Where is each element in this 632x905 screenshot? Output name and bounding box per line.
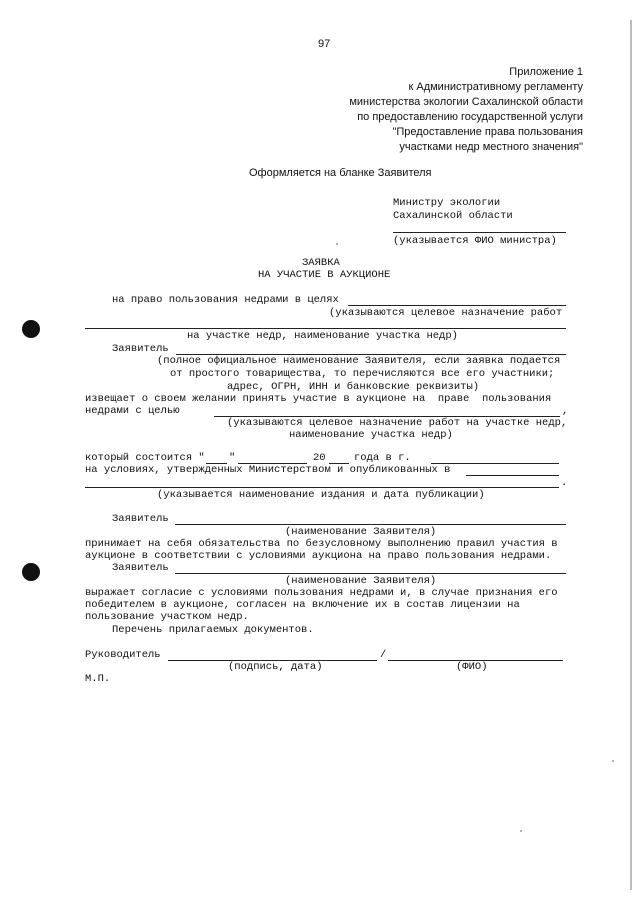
consent-text: победителем в аукционе, согласен на включение их в состав лицензии на bbox=[85, 599, 520, 611]
consent-text: выражает согласие с условиями пользования недрами и, в случае признания его bbox=[85, 587, 558, 599]
date-text: который состоится " bbox=[85, 452, 205, 464]
date-text: " bbox=[229, 452, 236, 464]
addressee-line: Сахалинской области bbox=[393, 210, 513, 222]
applicant-label: Заявитель bbox=[112, 343, 169, 355]
terms-fill-line-2 bbox=[85, 487, 559, 488]
applicant2-hint: (наименование Заявителя) bbox=[285, 526, 437, 538]
head-label: Руководитель bbox=[85, 649, 161, 661]
binder-hole-top bbox=[22, 320, 40, 338]
annex-line: министерства экологии Сахалинской области bbox=[349, 96, 583, 108]
obligation-text: принимает на себя обязательства по безусловному выполнению правил участия в bbox=[85, 538, 558, 550]
applicant-hint: от простого товарищества, то перечисляются все его участники; bbox=[170, 368, 555, 380]
purpose-fill-line bbox=[348, 305, 566, 306]
scan-speck bbox=[612, 760, 614, 762]
annex-line: по предоставлению государственной услуги bbox=[357, 111, 583, 123]
intent-hint: наименование участка недр) bbox=[289, 429, 453, 441]
applicant2-label: Заявитель bbox=[112, 513, 169, 525]
consent-text: пользование участком недр. bbox=[85, 611, 249, 623]
applicant3-label: Заявитель bbox=[112, 562, 169, 574]
intent-text: извещает о своем желании принять участие в аукционе на праве пользования bbox=[85, 393, 552, 405]
applicant-hint: (полное официальное наименование Заявителя, если заявка подается bbox=[157, 355, 561, 367]
applicant2-fill-line bbox=[175, 524, 566, 525]
terms-period: . bbox=[561, 477, 568, 489]
intent-hint: (указываются целевое назначение работ на участке недр, bbox=[227, 417, 568, 429]
purpose-label: на право пользования недрами в целях bbox=[112, 294, 339, 306]
addressee-line: Министру экологии bbox=[393, 197, 501, 209]
terms-hint: (указывается наименование издания и дата публикации) bbox=[157, 489, 485, 501]
stamp-label: М.П. bbox=[85, 673, 111, 685]
purpose-hint: на участке недр, наименование участка недр) bbox=[187, 330, 458, 342]
document-subtitle: НА УЧАСТИЕ В АУКЦИОНЕ bbox=[258, 269, 391, 281]
terms-fill-line bbox=[466, 475, 559, 476]
purpose-fill-line-2 bbox=[85, 328, 566, 329]
addressee-hint: (указывается ФИО министра) bbox=[393, 235, 557, 247]
signature-slash: / bbox=[380, 649, 387, 661]
fio-hint: (ФИО) bbox=[456, 661, 488, 673]
sign-hint: (подпись, дата) bbox=[228, 661, 323, 673]
intent-text: недрами с целью bbox=[85, 405, 180, 417]
applicant3-hint: (наименование Заявителя) bbox=[285, 575, 437, 587]
date-year: 20 bbox=[313, 452, 326, 464]
page-number: 97 bbox=[318, 38, 331, 50]
terms-text: на условиях, утвержденных Министерством и опубликованных в bbox=[85, 464, 451, 476]
annex-line: участками недр местного значения" bbox=[399, 141, 583, 153]
intent-comma: , bbox=[562, 405, 569, 417]
date-text: года в г. bbox=[354, 452, 411, 464]
annex-line: к Административному регламенту bbox=[408, 81, 583, 93]
applicant3-fill-line bbox=[175, 573, 566, 574]
annex-line: "Предоставление права пользования bbox=[392, 126, 583, 138]
docs-text: Перечень прилагаемых документов. bbox=[112, 624, 314, 636]
addressee-fill-line bbox=[393, 232, 566, 233]
document-title: ЗАЯВКА bbox=[302, 257, 340, 269]
binder-hole-bottom bbox=[22, 563, 40, 581]
obligation-text: аукционе в соответствии с условиями аукциона на право пользования недрами. bbox=[85, 550, 552, 562]
annex-line: Приложение 1 bbox=[509, 66, 583, 78]
blank-note: Оформляется на бланке Заявителя bbox=[249, 167, 432, 179]
applicant-hint: адрес, ОГРН, ИНН и банковские реквизиты) bbox=[227, 381, 480, 393]
scan-speck bbox=[336, 243, 338, 245]
purpose-hint: (указываются целевое назначение работ bbox=[329, 307, 563, 319]
scan-speck bbox=[520, 830, 522, 832]
